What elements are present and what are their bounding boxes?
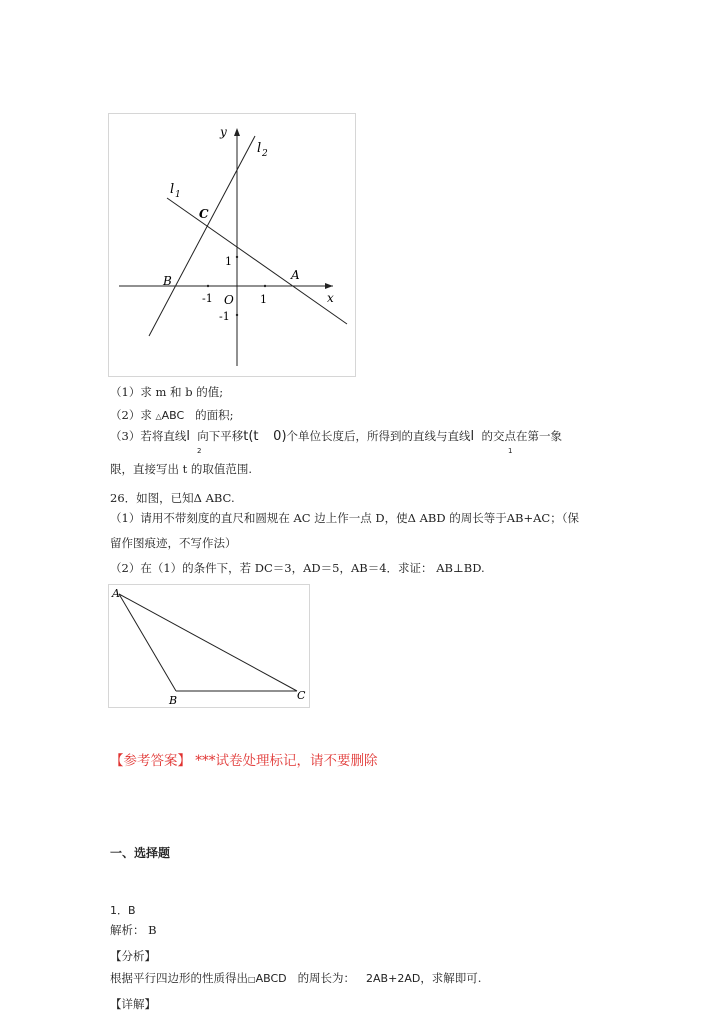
q25-subscript-2: 2 xyxy=(197,447,202,455)
origin-label: O xyxy=(224,293,234,307)
x-axis-arrow xyxy=(325,283,333,289)
y-axis-arrow xyxy=(234,128,240,136)
coordinate-plane-svg xyxy=(109,114,355,376)
q25-part3 xyxy=(110,428,562,444)
q25-zero-expr: 0) xyxy=(273,429,287,444)
l2-label: l xyxy=(257,141,262,156)
answer-1-jiexi: 解析： B xyxy=(110,923,157,937)
q25-l-symbol: l xyxy=(186,429,190,444)
triangle-symbol: △ xyxy=(155,412,162,421)
q26-part1: （1）请用不带刻度的直尺和圆规在 AC 边上作一点 D，使Δ ABD 的周长等于AB+AC；（保 xyxy=(110,511,579,525)
q25-part3-c: 个单位长度后，所得到的直线与直线 xyxy=(286,429,471,443)
vertex-a-label: A xyxy=(112,587,120,600)
side-ab xyxy=(119,594,176,691)
vertex-c-label: C xyxy=(297,689,306,702)
answer-header: 【参考答案】 ***试卷处理标记，请不要删除 xyxy=(110,753,378,769)
perimeter-formula: 2AB+2AD xyxy=(366,972,421,985)
answer-1-number: 1．B xyxy=(110,904,136,917)
triangle-svg xyxy=(109,585,309,707)
q25-part2-post: 的面积; xyxy=(195,408,234,422)
line-l1 xyxy=(167,198,347,324)
abc-text: ABC xyxy=(161,409,185,422)
answer-1-analysis xyxy=(110,970,481,986)
q25-part3-line2: 限，直接写出 t 的取值范围. xyxy=(110,462,253,476)
y-axis-label: y xyxy=(220,125,227,139)
q25-l2-symbol: l xyxy=(470,429,475,444)
side-ac xyxy=(119,594,297,691)
figure-coordinate-plane xyxy=(108,113,356,377)
q25-part2 xyxy=(110,407,234,423)
analysis-text-post: ，求解即可. xyxy=(420,971,482,985)
q25-part3-d: 的交点在第一象 xyxy=(481,429,562,443)
line-l2 xyxy=(149,136,255,336)
tick-label-xneg1: -1 xyxy=(202,292,213,305)
tick-dot-yneg1 xyxy=(236,314,238,316)
l2-subscript: 2 xyxy=(262,149,268,159)
analysis-text-mid: 的周长为： xyxy=(297,971,356,985)
parallelogram-symbol: □ xyxy=(248,975,256,984)
figure-triangle xyxy=(108,584,310,708)
q26-part1-cont: 留作图痕迹，不写作法） xyxy=(110,536,237,550)
abcd-text: ABCD xyxy=(255,972,287,985)
q26-title: 26．如图，已知Δ ABC. xyxy=(110,491,235,505)
q25-part2-pre: （2）求 xyxy=(110,408,156,422)
q26-part2: （2）在（1）的条件下，若 DC＝3，AD＝5，AB＝4．求证： AB⊥BD. xyxy=(110,561,485,575)
section-heading: 一、选择题 xyxy=(110,846,171,860)
tick-dot-x1 xyxy=(264,285,266,287)
answer-1-xiangjie: 【详解】 xyxy=(110,997,156,1011)
tick-label-y1: 1 xyxy=(225,255,232,268)
x-axis-label: x xyxy=(327,291,334,305)
tick-dot-xneg1 xyxy=(207,285,209,287)
point-c-label: C xyxy=(199,207,209,221)
point-b-label: B xyxy=(163,274,172,288)
l1-label: l xyxy=(170,182,175,197)
q25-t-expr: t(t xyxy=(243,429,259,444)
q25-part3-a: （3）若将直线 xyxy=(110,429,187,443)
q25-part1: （1）求 m 和 b 的值; xyxy=(110,385,224,399)
l1-subscript: 1 xyxy=(175,190,181,200)
tick-dot-y1 xyxy=(236,256,238,258)
q25-part3-b: 向下平移 xyxy=(197,429,244,443)
vertex-b-label: B xyxy=(169,694,178,707)
point-a-label: A xyxy=(291,268,300,282)
tick-label-x1: 1 xyxy=(260,293,267,306)
tick-label-yneg1: -1 xyxy=(219,310,230,323)
q25-subscript-1: 1 xyxy=(508,447,513,455)
analysis-text-pre: 根据平行四边形的性质得出 xyxy=(110,971,248,985)
answer-1-fenxi: 【分析】 xyxy=(110,949,156,963)
